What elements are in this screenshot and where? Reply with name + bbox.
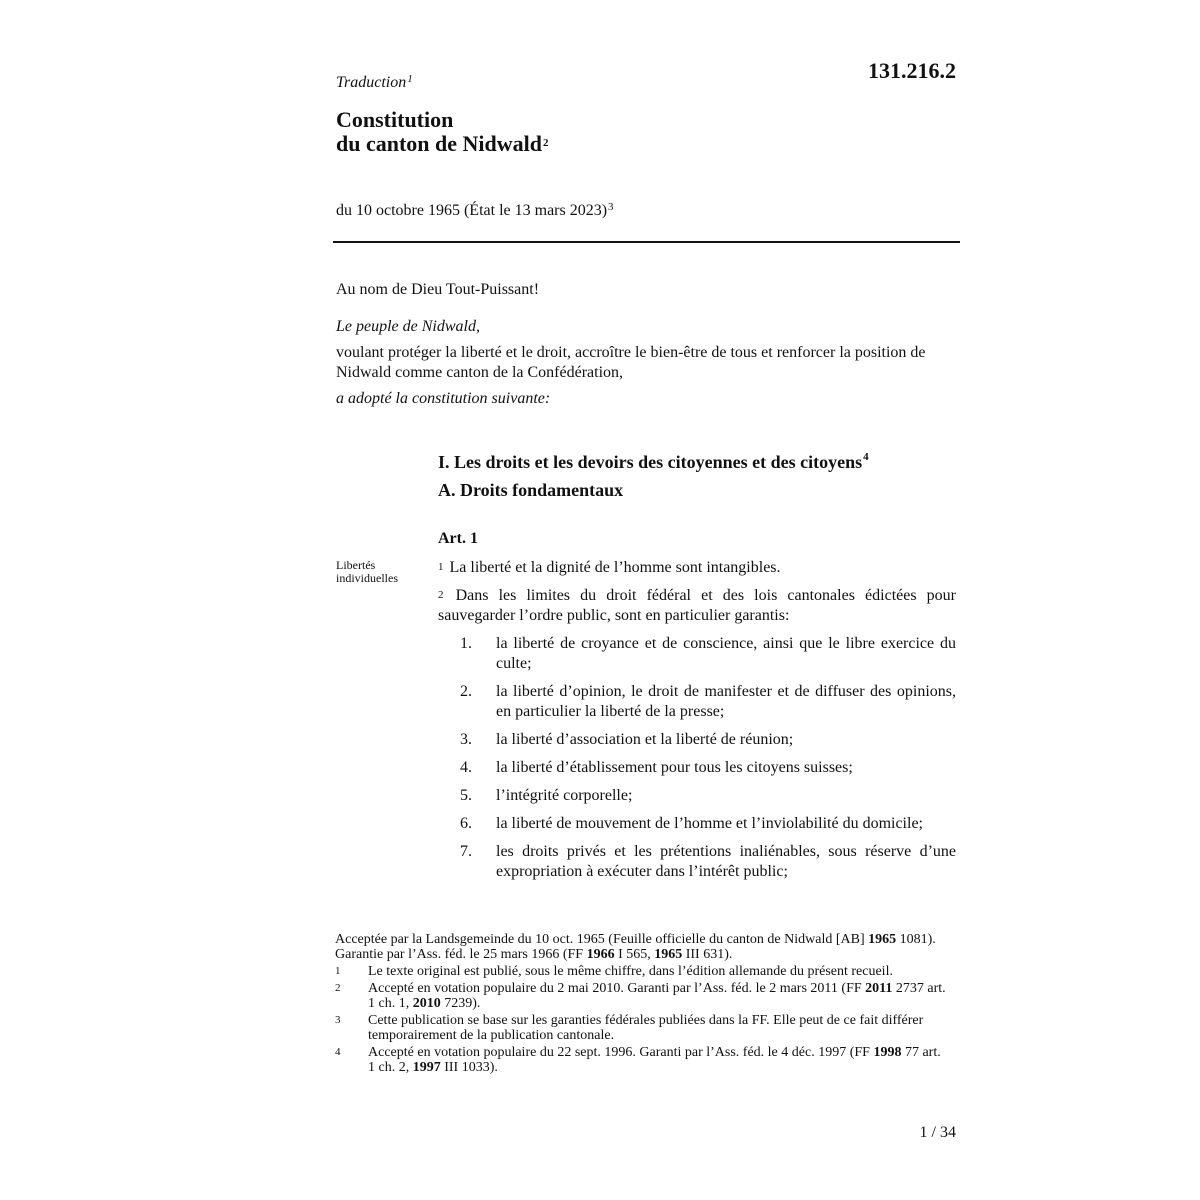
list-item: 4. la liberté d’établissement pour tous les citoyens suisses; bbox=[460, 759, 853, 776]
list-item: 6. la liberté de mouvement de l’homme et l’inviolabilité du domicile; bbox=[460, 815, 923, 832]
paragraph-number: 2 bbox=[438, 589, 444, 601]
title-line-2: du canton de Nidwald$^2$ bbox=[336, 131, 549, 156]
footnote-ref-4: 4 bbox=[863, 451, 869, 463]
section-heading: A. Droits fondamentaux bbox=[438, 480, 624, 500]
footnote-1: 1 Le texte original est publié, sous le même chiffre, dans l’édition allemande du présent recueil. bbox=[335, 964, 893, 979]
preamble bbox=[336, 317, 960, 409]
document-title bbox=[336, 108, 549, 156]
paragraph-number: 1 bbox=[438, 561, 444, 573]
footnote-2: 2 Accepté en votation populaire du 2 mai 2010. Garanti par l’Ass. féd. le 2 mars 2011 (FF 2011 2737 art. 1 ch. 1, 2010 7239). bbox=[335, 981, 946, 1011]
list-item: 3. la liberté d’association et la liberté de réunion; bbox=[460, 731, 794, 748]
footnotes bbox=[335, 932, 947, 1077]
translation-text: Traduction bbox=[336, 74, 407, 91]
document-date: du 10 octobre 1965 (État le 13 mars 2023)$^3$ bbox=[336, 201, 614, 219]
footnote-3: 3 Cette publication se base sur les garanties fédérales publiées dans la FF. Elle peut de ce fait différer temporairement de la publication cantonale. bbox=[335, 1013, 924, 1043]
translation-label bbox=[336, 74, 413, 92]
invocation: Au nom de Dieu Tout-Puissant! bbox=[336, 281, 540, 298]
page-number: 1 / 34 bbox=[919, 1124, 956, 1141]
margin-note: Libertés individuelles bbox=[336, 558, 398, 585]
guarantee-list bbox=[460, 634, 956, 890]
article-title: Art. 1 bbox=[438, 530, 478, 547]
footnote-ref-3: 3 bbox=[608, 201, 614, 213]
footnote-4: 4 Accepté en votation populaire du 22 sept. 1996. Garanti par l’Ass. féd. le 4 déc. 1997 (FF 1998 77 art. 1 ch. 2, 1997 III 1033). bbox=[335, 1045, 941, 1075]
article-paragraph-1: $^1$ La liberté et la dignité de l’homme sont intangibles. bbox=[438, 559, 781, 576]
title-line-1: Constitution bbox=[336, 107, 454, 132]
preamble-people: Le peuple de Nidwald, bbox=[336, 318, 480, 335]
list-item: 2. la liberté d’opinion, le droit de manifester et de diffuser des opinions, en particulier la liberté de la presse; bbox=[460, 683, 956, 720]
preamble-purpose: voulant protéger la liberté et le droit, accroître le bien-être de tous et renforcer la position de Nidwald comme canton de la Confédération, bbox=[336, 344, 926, 381]
header-divider bbox=[333, 241, 960, 243]
article-paragraph-2: $^2$ Dans les limites du droit fédéral et des lois cantonales édictées pour sauvegarder l’ordre public, sont en particulier garantis: bbox=[438, 587, 957, 624]
part-heading: I. Les droits et les devoirs des citoyennes et des citoyens$^4$ bbox=[438, 451, 869, 472]
list-item: 1. la liberté de croyance et de conscience, ainsi que le libre exercice du culte; bbox=[460, 635, 956, 672]
footnote-ref-2: 2 bbox=[543, 137, 549, 149]
list-item: 5. l’intégrité corporelle; bbox=[460, 787, 633, 804]
list-item: 7. les droits privés et les prétentions inaliénables, sous réserve d’une expropriation à exécuter dans l’intérêt public; bbox=[460, 843, 956, 880]
preamble-adopted: a adopté la constitution suivante: bbox=[336, 390, 551, 407]
footnote-ref-1: 1 bbox=[407, 73, 413, 85]
document-number: 131.216.2 bbox=[868, 58, 956, 83]
footnote-acceptance: Acceptée par la Landsgemeinde du 10 oct. 1965 (Feuille officielle du canton de Nidwald [AB] 1965 1081). Garantie par l’Ass. féd. le 25 mars 1966 (FF 1966 I 565, 1965 III 631). bbox=[335, 932, 936, 962]
